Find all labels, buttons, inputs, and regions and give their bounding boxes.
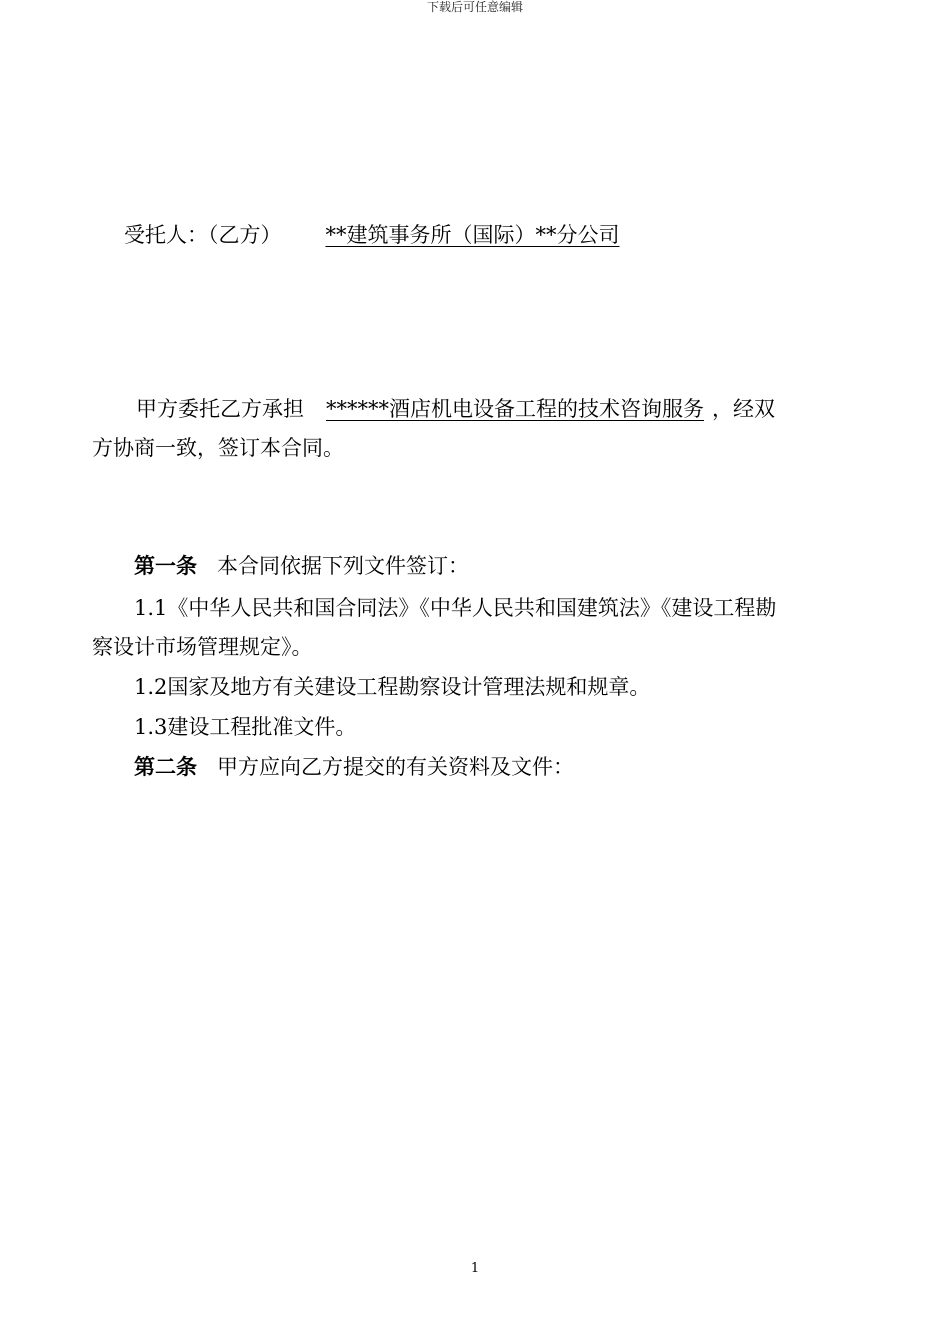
article-2-heading xyxy=(134,754,574,780)
trustee-line xyxy=(124,222,678,248)
trustee-value-underline xyxy=(282,223,678,247)
trustee-value: **建筑事务所（国际）**分公司 xyxy=(325,223,620,247)
header-note: 下载后可任意编辑 xyxy=(426,0,523,14)
intro-line-2: 方协商一致，签订本合同。 xyxy=(92,436,344,460)
intro-underlined xyxy=(304,397,712,421)
article-2-title: 第二条 xyxy=(134,754,197,779)
page-number: 1 xyxy=(470,1261,480,1276)
intro-suffix: ，经双 xyxy=(712,397,775,421)
intro-line-1 xyxy=(136,396,775,422)
article-1-title: 第一条 xyxy=(134,553,197,578)
article-1-item-1-line-2: 察设计市场管理规定》。 xyxy=(92,635,313,659)
article-1-heading xyxy=(134,553,469,579)
intro-underlined-text: ******酒店机电设备工程的技术咨询服务 xyxy=(326,397,704,421)
trustee-label: 受托人：（乙方） xyxy=(124,223,282,247)
intro-prefix: 甲方委托乙方承担 xyxy=(136,397,304,421)
article-1-item-1-line-1: 1.1《中华人民共和国合同法》《中华人民共和国建筑法》《建设工程勘 xyxy=(134,596,777,620)
article-1-text: 本合同依据下列文件签订： xyxy=(217,554,469,578)
article-1-item-3: 1.3建设工程批准文件。 xyxy=(134,715,357,739)
article-1-item-2: 1.2国家及地方有关建设工程勘察设计管理法规和规章。 xyxy=(134,675,651,699)
article-2-text: 甲方应向乙方提交的有关资料及文件： xyxy=(217,755,574,779)
